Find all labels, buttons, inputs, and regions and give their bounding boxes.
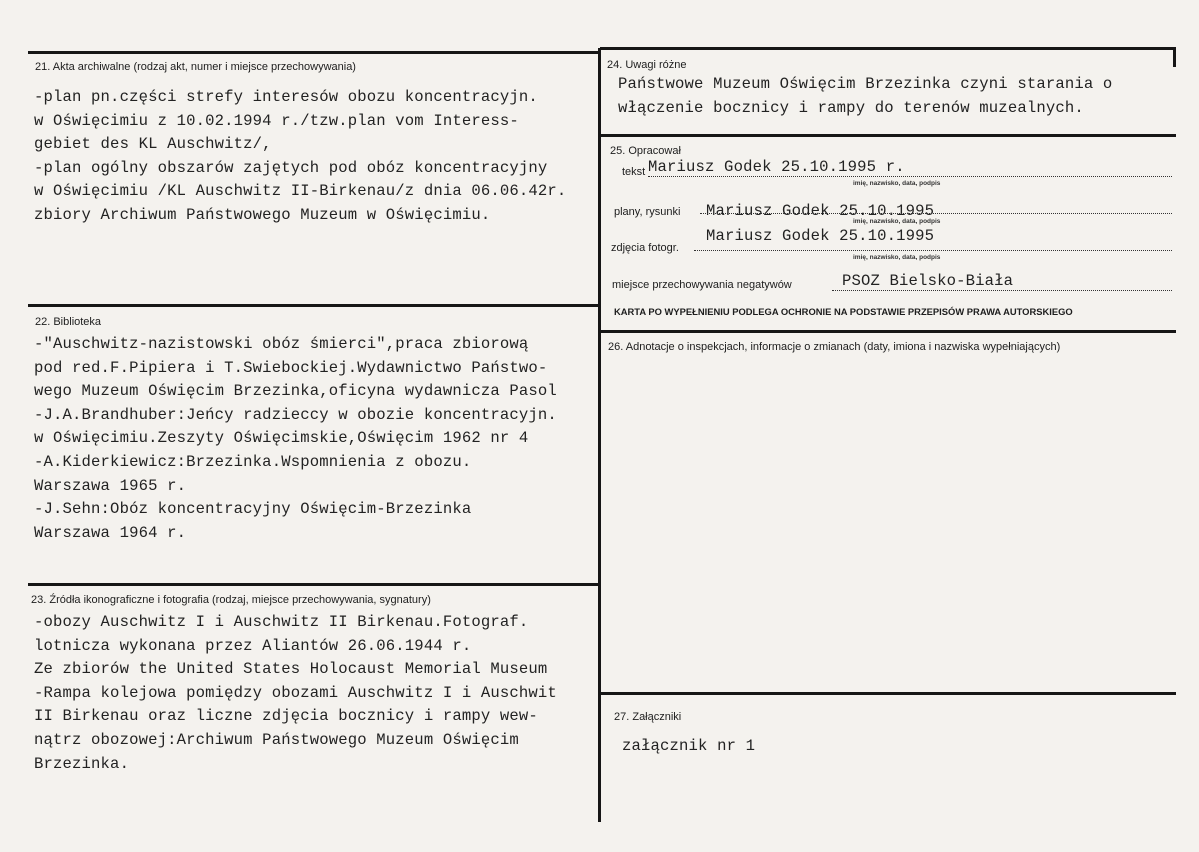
section-22-label: 22. Biblioteka	[35, 316, 102, 328]
text-line: -A.Kiderkiewicz:Brzezinka.Wspomnienia z obozu.	[34, 452, 472, 471]
tekst-signature-caption: imię, nazwisko, data, podpis	[853, 180, 941, 187]
text-line: Brzezinka.	[34, 754, 130, 773]
text-line: Ze zbiorów the United States Holocaust Memorial Museum	[34, 660, 548, 679]
plany-signature-caption: imię, nazwisko, data, podpis	[853, 218, 941, 225]
text-line: Warszawa 1965 r.	[34, 476, 187, 495]
zdjecia-signature-line	[694, 250, 1172, 251]
zdjecia-signature-caption: imię, nazwisko, data, podpis	[853, 254, 941, 261]
text-line: -Rampa kolejowa pomiędzy obozami Auschwitz I i Auschwit	[34, 683, 557, 702]
text-line: lotnicza wykonana przez Aliantów 26.06.1944 r.	[34, 636, 472, 655]
zdjecia-value: Mariusz Godek 25.10.1995	[706, 227, 935, 245]
top-rule-right	[600, 47, 1176, 50]
rule-26-27	[600, 692, 1176, 695]
copyright-note: KARTA PO WYPEŁNIENIU PODLEGA OCHRONIE NA PODSTAWIE PRZEPISÓW PRAWA AUTORSKIEGO	[614, 306, 1073, 317]
top-rule-left	[28, 51, 600, 54]
plany-signature-line	[700, 213, 1172, 214]
text-line: -plan pn.części strefy interesów obozu koncentracyjn.	[34, 88, 538, 106]
text-line: Państwowe Muzeum Oświęcim Brzezinka czyni starania o	[618, 75, 1113, 93]
text-line: gebiet des KL Auschwitz/,	[34, 135, 272, 154]
text-line: włączenie bocznicy i rampy do terenów muzealnych.	[618, 98, 1084, 117]
section-22-text	[34, 333, 557, 545]
section-26-label: 26. Adnotacje o inspekcjach, informacje o zmianach (daty, imiona i nazwiska wypełniających)	[608, 341, 1061, 353]
text-line: Warszawa 1964 r.	[34, 523, 187, 542]
tekst-signature-line	[648, 176, 1172, 177]
text-line: pod red.F.Pipiera i T.Swiebockiej.Wydawnictwo Państwo-	[34, 358, 548, 377]
right-edge	[1173, 48, 1176, 67]
text-line: nątrz obozowej:Archiwum Państwowego Muzeum Oświęcim	[34, 730, 519, 749]
text-line: zbiory Archiwum Państwowego Muzeum w Oświęcimiu.	[34, 205, 491, 224]
rule-24-25	[600, 134, 1176, 137]
negatywy-label: miejsce przechowywania negatywów	[612, 279, 792, 291]
plany-value: Mariusz Godek 25.10.1995	[706, 202, 935, 220]
text-line: -J.A.Brandhuber:Jeńcy radzieccy w obozie koncentracyjn.	[34, 405, 557, 424]
tekst-value: Mariusz Godek 25.10.1995 r.	[648, 158, 905, 176]
section-27-value: załącznik nr 1	[622, 737, 756, 755]
text-line: -obozy Auschwitz I i Auschwitz II Birkenau.Fotograf.	[34, 613, 529, 631]
section-23-text	[34, 611, 557, 776]
section-25-label: 25. Opracował	[610, 145, 681, 157]
rule-21-22	[28, 304, 600, 307]
section-27-label: 27. Załączniki	[614, 711, 682, 723]
text-line: -J.Sehn:Obóz koncentracyjny Oświęcim-Brzezinka	[34, 500, 472, 519]
plany-label: plany, rysunki	[614, 206, 681, 218]
zdjecia-label: zdjęcia fotogr.	[611, 242, 679, 254]
rule-22-23	[28, 583, 600, 586]
text-line: w Oświęcimiu /KL Auschwitz II-Birkenau/z dnia 06.06.42r.	[34, 182, 567, 201]
text-line: wego Muzeum Oświęcim Brzezinka,oficyna wydawnicza Pasol	[34, 382, 557, 401]
negatywy-value: PSOZ Bielsko-Biała	[842, 272, 1014, 290]
section-24-text	[618, 73, 1112, 120]
section-24-label: 24. Uwagi różne	[607, 59, 687, 71]
text-line: II Birkenau oraz liczne zdjęcia bocznicy i rampy wew-	[34, 707, 538, 726]
negatywy-line	[832, 290, 1172, 291]
tekst-label: tekst	[622, 166, 646, 178]
text-line: -plan ogólny obszarów zajętych pod obóz koncentracyjny	[34, 158, 548, 177]
section-23-label: 23. Źródła ikonograficzne i fotografia (rodzaj, miejsce przechowywania, sygnatury)	[31, 594, 431, 606]
section-21-text	[34, 86, 566, 228]
text-line: -"Auschwitz-nazistowski obóz śmierci",praca zbiorową	[34, 335, 529, 353]
text-line: w Oświęcimiu z 10.02.1994 r./tzw.plan vom Interess-	[34, 111, 519, 130]
column-divider	[598, 48, 601, 822]
section-21-label: 21. Akta archiwalne (rodzaj akt, numer i miejsce przechowywania)	[35, 61, 356, 73]
text-line: w Oświęcimiu.Zeszyty Oświęcimskie,Oświęcim 1962 nr 4	[34, 429, 529, 448]
rule-25-26	[600, 330, 1176, 333]
